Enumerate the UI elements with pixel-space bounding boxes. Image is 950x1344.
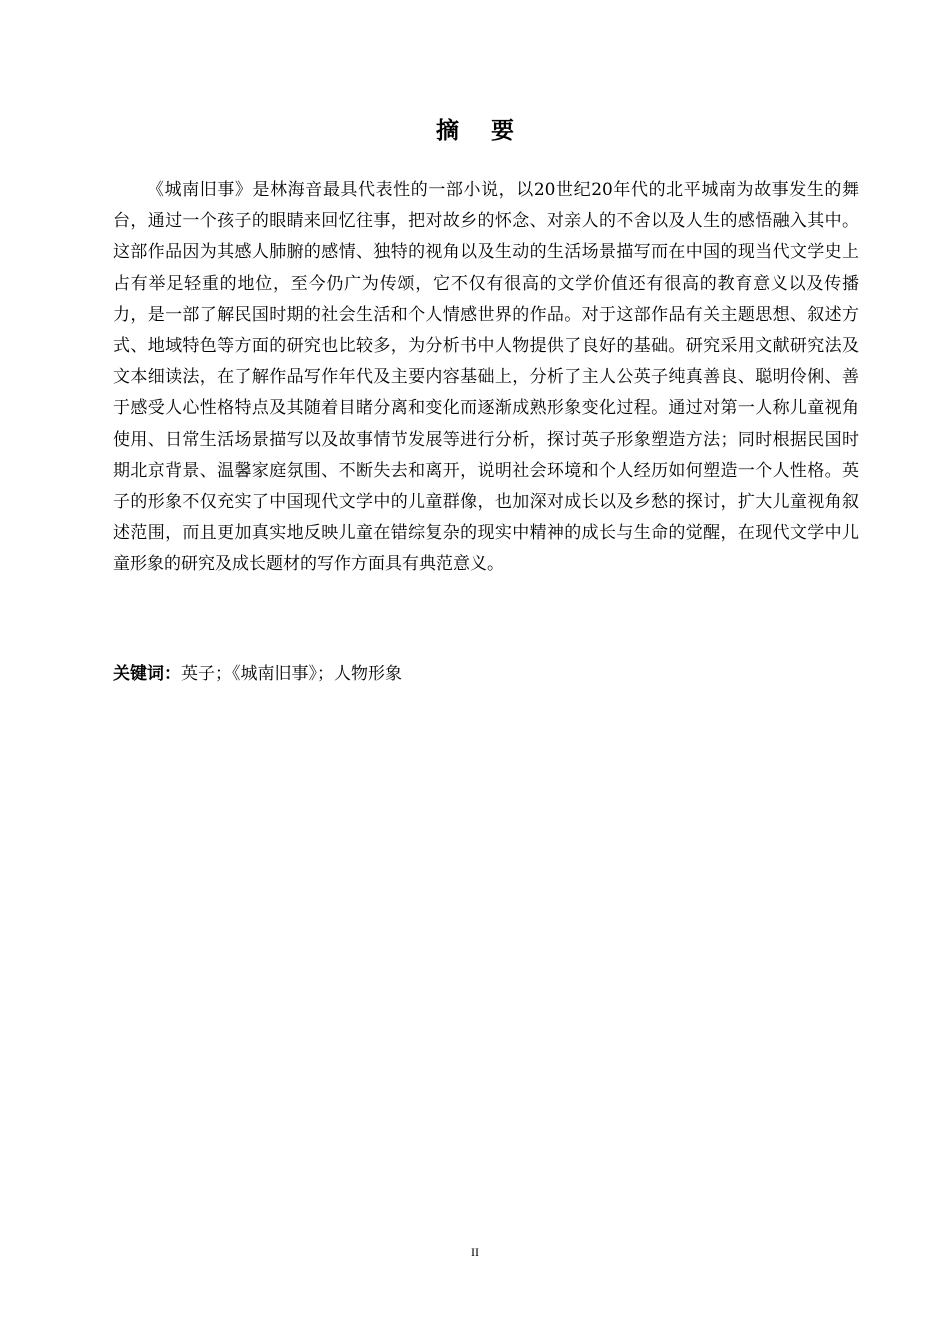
keywords-line	[113, 659, 859, 690]
page-title: 摘 要	[435, 118, 515, 144]
keywords-value: 英子；《城南旧事》；人物形象	[181, 664, 402, 684]
keywords-label: 关键词：	[113, 664, 181, 684]
abstract-body: 《城南旧事》是林海音最具代表性的一部小说，以20世纪20年代的北平城南为故事发生的舞台，通过一个孩子的眼睛来回忆往事，把对故乡的怀念、对亲人的不舍以及人生的感悟融入其中。这部作品因为其感人肺腑的感情、独特的视角以及生动的生活场景描写而在中国的现当代文学史上占有举足轻重的地位，至今仍广为传颂，它不仅有很高的文学价值还有很高的教育意义以及传播力，是一部了解民国时期的社会生活和个人情感世界的作品。对于这部作品有关主题思想、叙述方式、地域特色等方面的研究也比较多，为分析书中人物提供了良好的基础。研究采用文献研究法及文本细读法，在了解作品写作年代及主要内容基础上，分析了主人公英子纯真善良、聪明伶俐、善于感受人心性格特点及其随着目睹分离和变化而逐渐成熟形象变化过程。通过对第一人称儿童视角使用、日常生活场景描写以及故事情节发展等进行分析，探讨英子形象塑造方法；同时根据民国时期北京背景、温馨家庭氛围、不断失去和离开，说明社会环境和个人经历如何塑造一个人性格。英子的形象不仅充实了中国现代文学中的儿童群像，也加深对成长以及乡愁的探讨，扩大儿童视角叙述范围，而且更加真实地反映儿童在错综复杂的现实中精神的成长与生命的觉醒，在现代文学中儿童形象的研究及成长题材的写作方面具有典范意义。	[113, 180, 859, 575]
page-number: II	[471, 1245, 479, 1259]
